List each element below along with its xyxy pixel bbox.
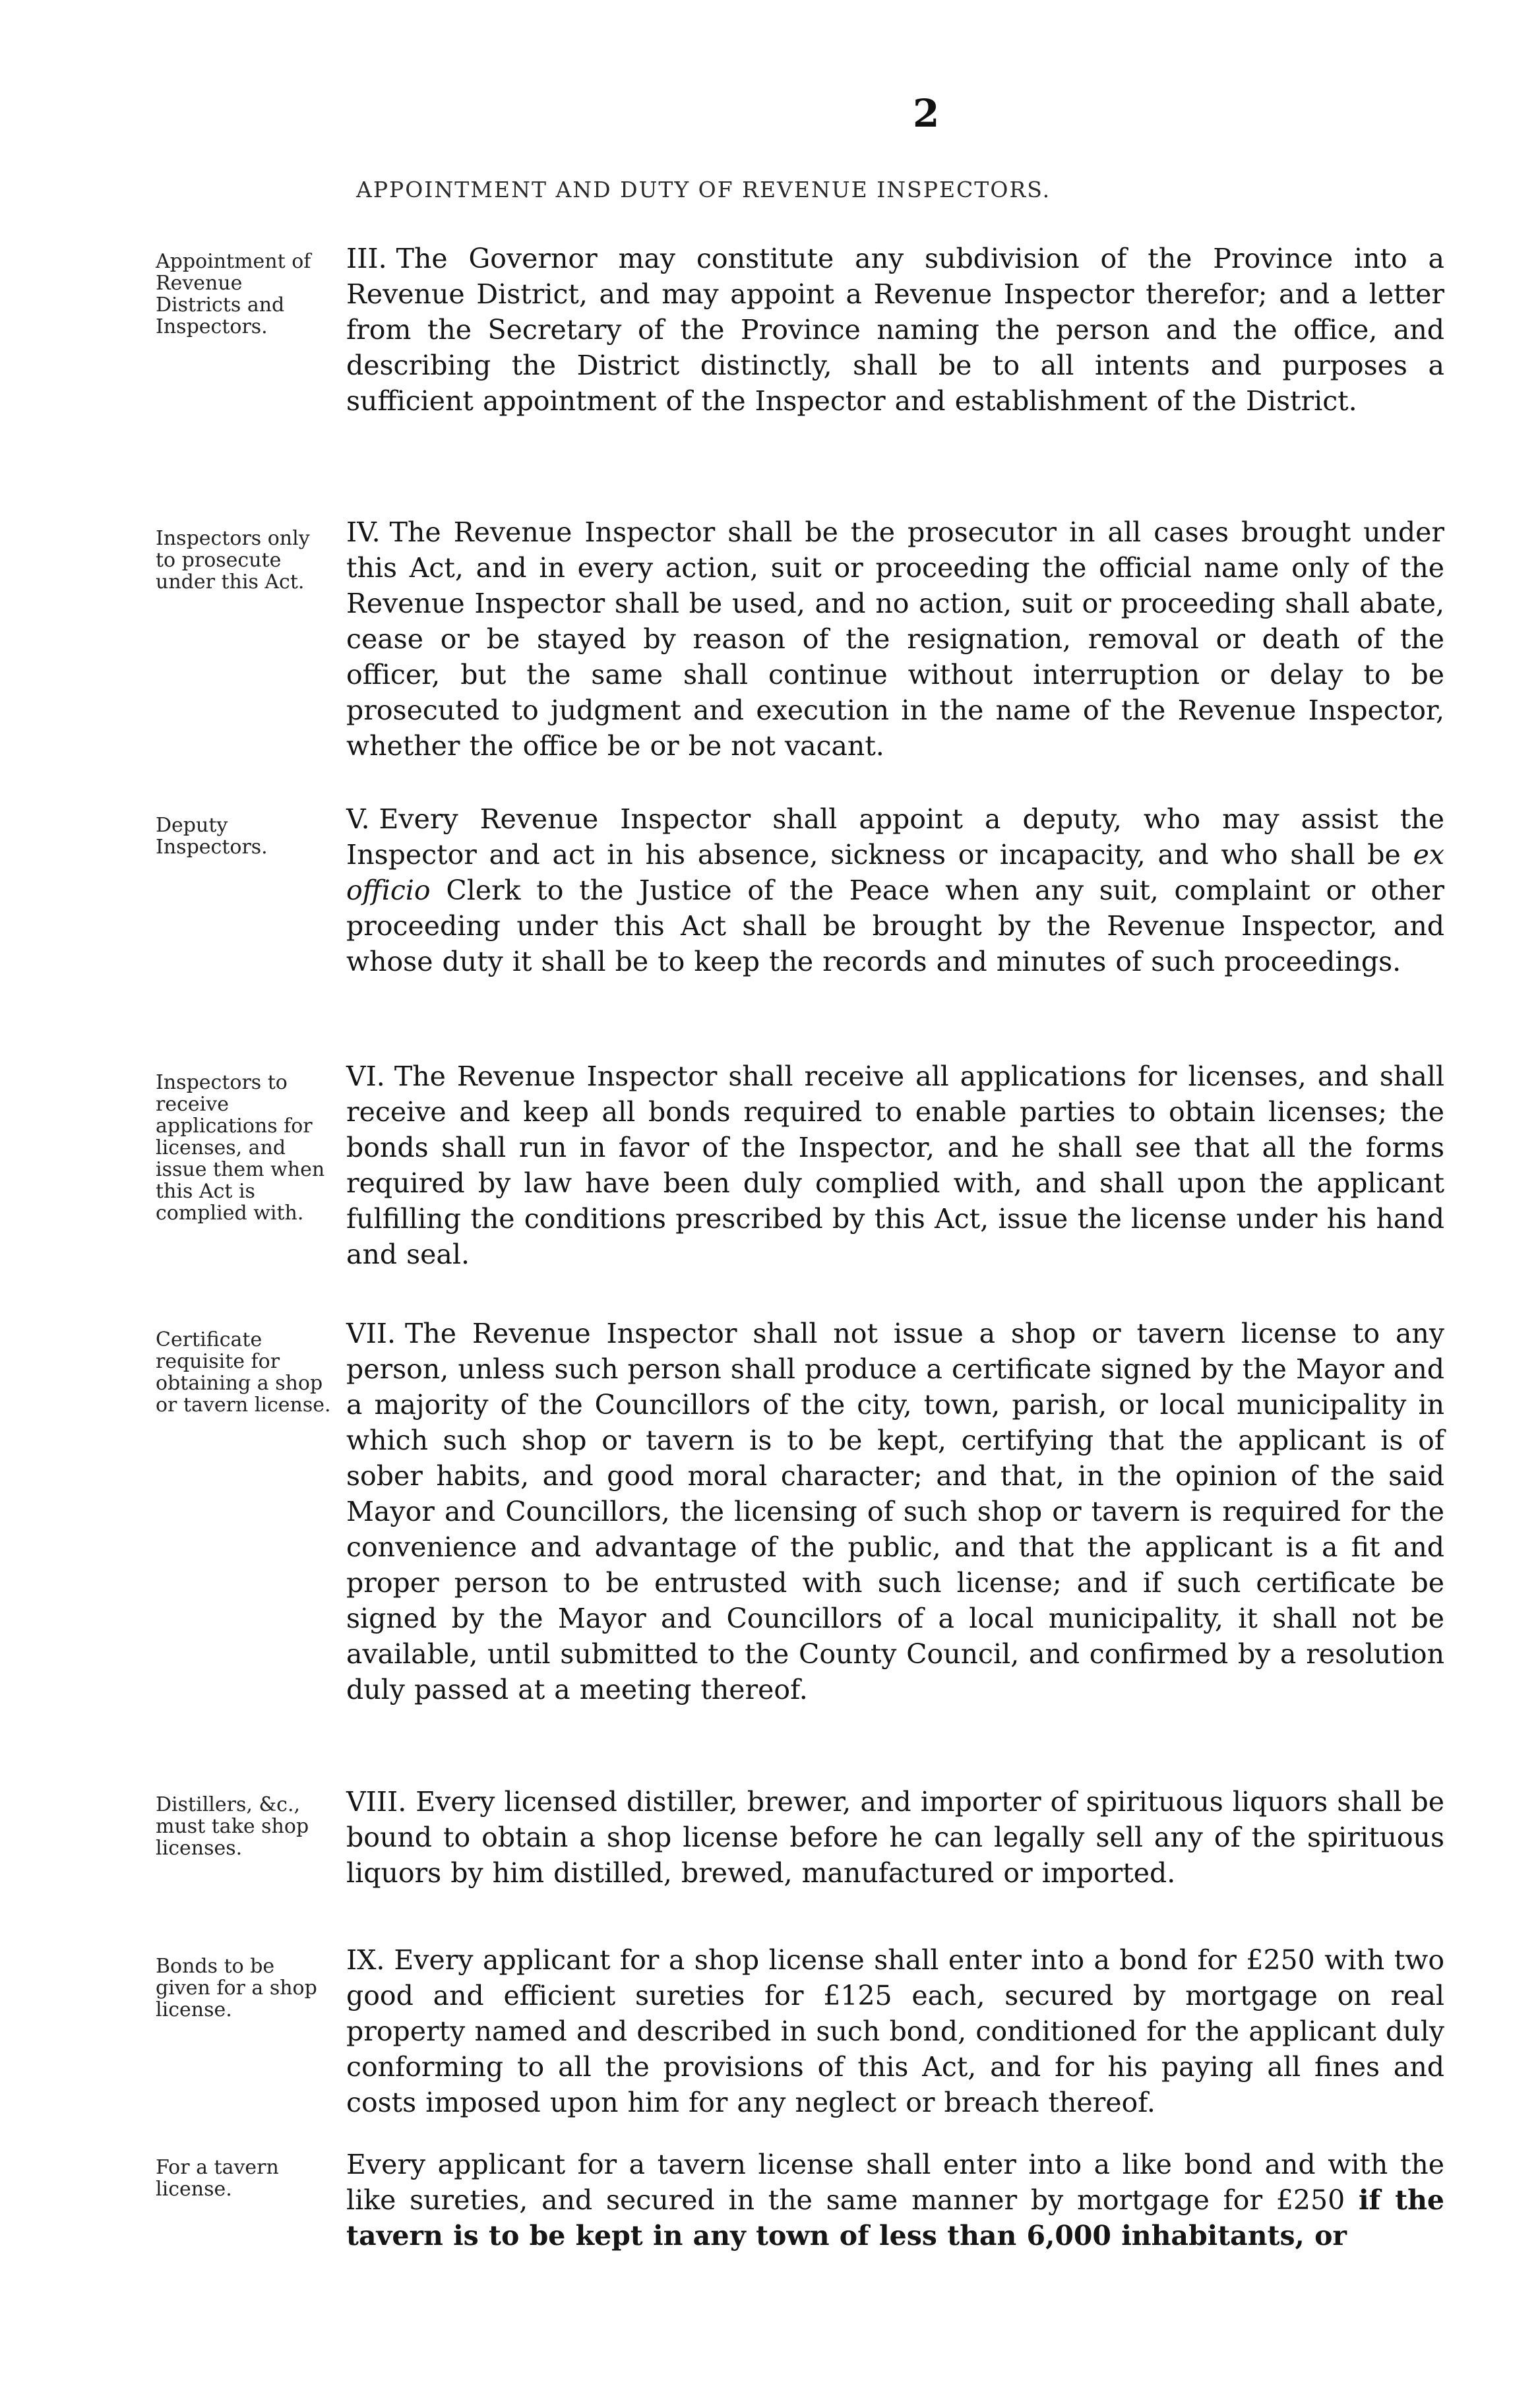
tavern-paragraph bbox=[346, 2147, 1444, 2254]
page-number: 2 bbox=[913, 91, 940, 136]
section-iv bbox=[346, 514, 1444, 764]
section-text-continued: Clerk to the Justice of the Peace when any suit, complaint or other proceeding under this Act shall be brought by the Revenue Inspector, and whose duty it shall be to keep the records and minutes of such proceedings. bbox=[346, 874, 1444, 977]
margin-note-tavern: For a tavern license. bbox=[156, 2156, 279, 2201]
section-number: VI. bbox=[346, 1060, 385, 1092]
section-viii bbox=[346, 1784, 1444, 1891]
section-text: Every licensed distiller, brewer, and importer of spirituous liquors shall be bound to obtain a shop license before he can legally sell any of the spirituous liquors by him distilled, brewed, manufactured or imported. bbox=[346, 1786, 1444, 1889]
section-vi bbox=[346, 1058, 1444, 1272]
margin-note-distillers: Distillers, &c., must take shop licenses. bbox=[156, 1793, 309, 1860]
margin-note-certificate: Certificate requisite for obtaining a shop or tavern license. bbox=[156, 1328, 331, 1417]
margin-note-deputy: Deputy Inspectors. bbox=[156, 814, 268, 859]
section-iii bbox=[346, 241, 1444, 419]
section-text: The Revenue Inspector shall receive all applications for licenses, and shall receive and keep all bonds required to enable parties to obtain licenses; the bonds shall run in favor of the Inspector, and he shall see that all the forms required by law have been duly complied with, and shall upon the applicant fulfilling the conditions prescribed by this Act, issue the license under his hand and seal. bbox=[346, 1060, 1444, 1270]
italic-term: ex officio bbox=[346, 839, 1444, 906]
section-ix bbox=[346, 1942, 1444, 2120]
tavern-text: Every applicant for a tavern license shall enter into a like bond and with the like sureties, and secured in the same manner by mortgage for £250 bbox=[346, 2149, 1444, 2216]
section-vii bbox=[346, 1316, 1444, 1707]
section-number: VII. bbox=[346, 1318, 396, 1349]
margin-note-applications: Inspectors to receive applications for licenses, and issue them when this Act is complied with. bbox=[156, 1071, 325, 1225]
margin-note-prosecution: Inspectors only to prosecute under this Act. bbox=[156, 527, 310, 594]
section-text: Every Revenue Inspector shall appoint a deputy, who may assist the Inspector and act in his absence, sickness or incapacity, and who shall be bbox=[346, 803, 1444, 871]
section-number: V. bbox=[346, 803, 370, 835]
section-heading: APPOINTMENT AND DUTY OF REVENUE INSPECTORS. bbox=[356, 177, 1051, 202]
section-number: VIII. bbox=[346, 1786, 407, 1818]
section-number: III. bbox=[346, 243, 387, 274]
tavern-bold-text: if the tavern is to be kept in any town of less than 6,000 inhabitants, or bbox=[346, 2184, 1444, 2252]
margin-note-appointment: Appointment of Revenue Districts and Inspectors. bbox=[156, 250, 311, 338]
section-text: The Revenue Inspector shall be the prosecutor in all cases brought under this Act, and in every action, suit or proceeding the official name only of the Revenue Inspector shall be used, and no action, suit or proceeding shall abate, cease or be stayed by reason of the resignation, removal or death of the officer, but the same shall continue without interruption or delay to be prosecuted to judgment and execution in the name of the Revenue Inspector, whether the office be or be not vacant. bbox=[346, 516, 1444, 762]
section-number: IX. bbox=[346, 1944, 385, 1976]
section-v bbox=[346, 801, 1444, 979]
margin-note-bonds: Bonds to be given for a shop license. bbox=[156, 1955, 317, 2021]
section-text: Every applicant for a shop license shall enter into a bond for £250 with two good and efficient sureties for £125 each, secured by mortgage on real property named and described in such bond, conditioned for the applicant duly conforming to all the provisions of this Act, and for his paying all fines and costs imposed upon him for any neglect or breach thereof. bbox=[346, 1944, 1444, 2118]
section-number: IV. bbox=[346, 516, 381, 548]
section-text: The Revenue Inspector shall not issue a shop or tavern license to any person, unless such person shall produce a certificate signed by the Mayor and a majority of the Councillors of the city, town, parish, or local municipality in which such shop or tavern is to be kept, certifying that the applicant is of sober habits, and good moral character; and that, in the opinion of the said Mayor and Councillors, the licensing of such shop or tavern is required for the convenience and advantage of the public, and that the applicant is a fit and proper person to be entrusted with such license; and if such certificate be signed by the Mayor and Councillors of a local municipality, it shall not be available, until submitted to the County Council, and confirmed by a resolution duly passed at a meeting thereof. bbox=[346, 1318, 1444, 1705]
section-text: The Governor may constitute any subdivision of the Province into a Revenue District, and may appoint a Revenue Inspector therefor; and a letter from the Secretary of the Province naming the person and the office, and describing the District distinctly, shall be to all intents and purposes a sufficient appointment of the Inspector and establishment of the District. bbox=[346, 243, 1444, 417]
